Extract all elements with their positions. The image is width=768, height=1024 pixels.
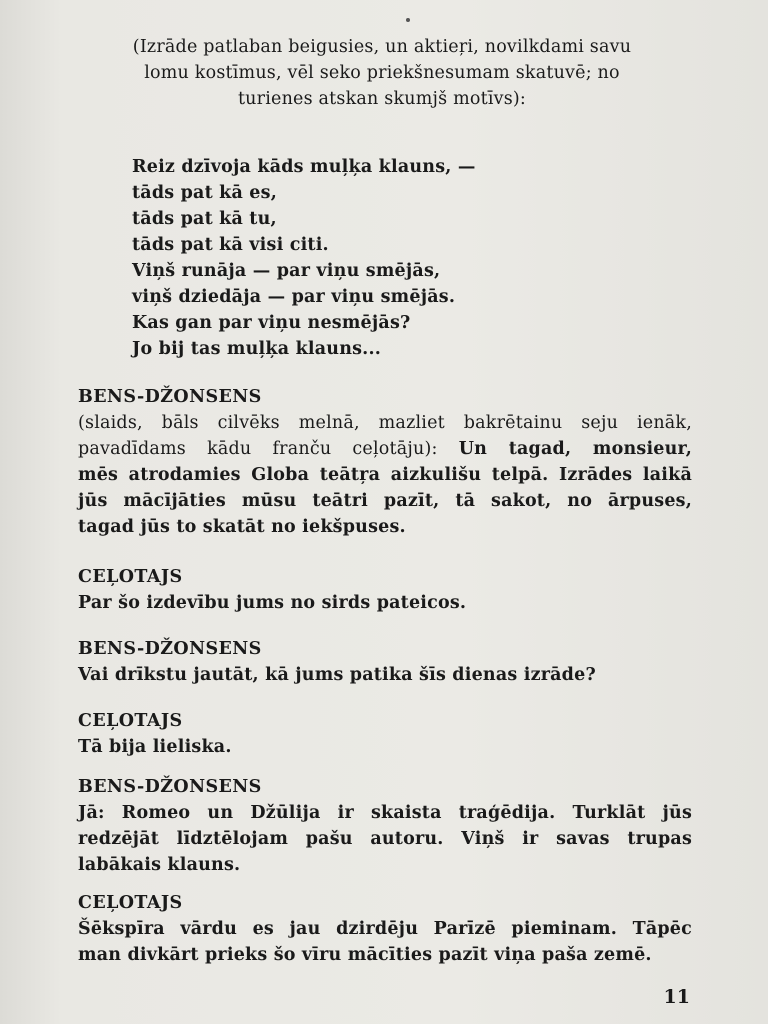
- speech-line: mēs atrodamies Globa teātŗa aizkulišu telpā. Izrādes laikā: [78, 465, 692, 485]
- verse-line: tāds pat kā es,: [132, 183, 277, 203]
- speech-line: Par šo izdevību jums no sirds pateicos.: [78, 593, 467, 613]
- speech-line: jūs mācījāties mūsu teātri pazīt, tā sakot, no ārpuses,: [78, 491, 692, 511]
- verse-line: Jo bij tas muļķa klauns...: [132, 339, 382, 359]
- speech-text: Un tagad, monsieur,: [458, 439, 692, 459]
- speech-line: tagad jūs to skatāt no iekšpuses.: [78, 517, 406, 537]
- speech-line: Šēkspīra vārdu es jau dzirdēju Parīzē pieminam. Tāpēc: [78, 919, 692, 939]
- intro-line: turienes atskan skumjš motīvs):: [237, 89, 527, 109]
- song-verse: [132, 154, 652, 362]
- dialogue-block: [78, 636, 692, 688]
- dialogue-block: [78, 774, 692, 878]
- stage-direction: (slaids, bāls cilvēks melnā, mazliet bakrētainu seju ienāk,: [78, 413, 692, 433]
- page-number: 11: [663, 986, 690, 1008]
- page-speck: [406, 18, 410, 22]
- intro-line: lomu kostīmus, vēl seko priekšnesumam skatuvē; no: [144, 63, 620, 83]
- intro-line: (Izrāde patlaban beigusies, un aktieŗi, novilkdami savu: [132, 37, 632, 57]
- speaker-name: CEĻOTAJS: [78, 567, 183, 587]
- dialogue-block: [78, 890, 692, 968]
- verse-line: Reiz dzīvoja kāds muļķa klauns, —: [132, 157, 476, 177]
- speaker-name: BENS-DŽONSENS: [78, 639, 262, 659]
- verse-line: tāds pat kā visi citi.: [132, 235, 329, 255]
- speech-line: Jā: Romeo un Džūlija ir skaista traģēdija. Turklāt jūs: [78, 803, 692, 823]
- verse-line: Viņš runāja — par viņu smējās,: [132, 261, 441, 281]
- verse-line: viņš dziedāja — par viņu smējās.: [132, 287, 456, 307]
- dialogue-block: [78, 708, 692, 760]
- verse-line: tāds pat kā tu,: [132, 209, 277, 229]
- dialogue-block: [78, 384, 692, 540]
- verse-line: Kas gan par viņu nesmējās?: [132, 313, 411, 333]
- speech-line: man divkārt prieks šo vīru mācīties pazīt viņa paša zemē.: [78, 945, 652, 965]
- mixed-line: [78, 436, 692, 462]
- speaker-name: CEĻOTAJS: [78, 711, 183, 731]
- speaker-name: BENS-DŽONSENS: [78, 777, 262, 797]
- speaker-name: BENS-DŽONSENS: [78, 387, 262, 407]
- speech-line: Tā bija lieliska.: [78, 737, 232, 757]
- dialogue-block: [78, 564, 692, 616]
- speaker-name: CEĻOTAJS: [78, 893, 183, 913]
- speech-line: labākais klauns.: [78, 855, 241, 875]
- stage-direction-intro: [70, 34, 694, 112]
- speech-line: redzējāt līdztēlojam pašu autoru. Viņš ir savas trupas: [78, 829, 692, 849]
- speech-line: Vai drīkstu jautāt, kā jums patika šīs dienas izrāde?: [78, 665, 596, 685]
- stage-direction: pavadīdams kādu franču ceļotāju):: [78, 439, 438, 459]
